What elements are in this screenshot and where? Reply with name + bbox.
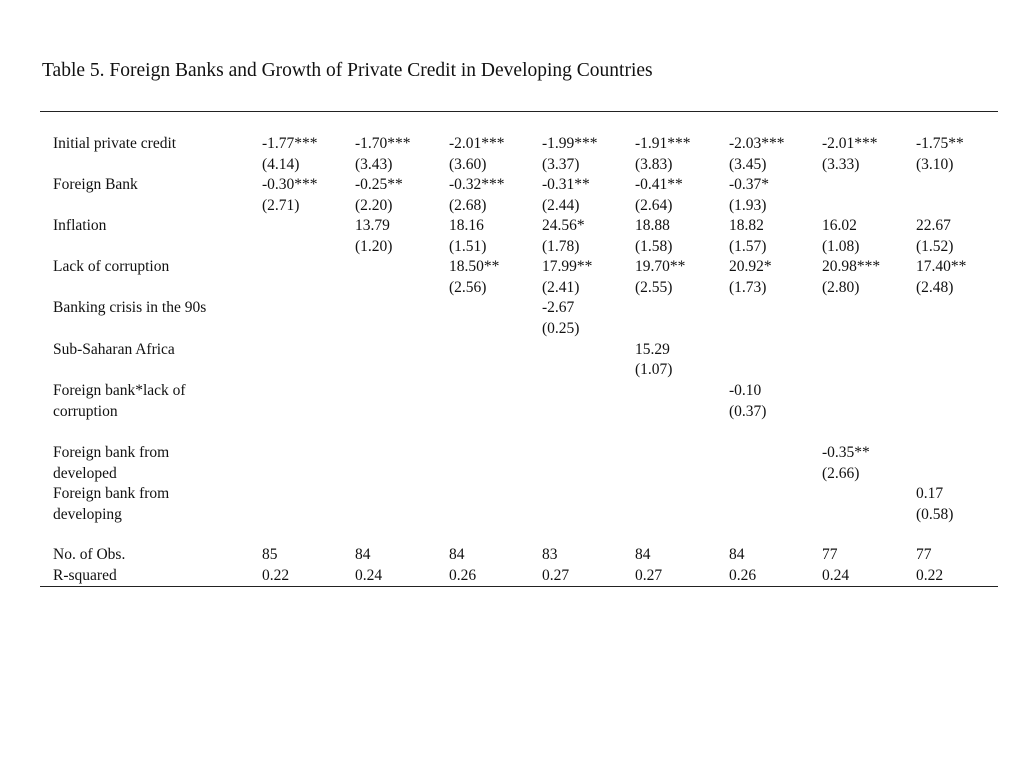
table-cell: 13.79 (355, 217, 390, 234)
table-cell: (2.71) (262, 197, 300, 214)
table-cell: (3.45) (729, 156, 767, 173)
table-cell: 17.99** (542, 258, 593, 275)
row-label: Banking crisis in the 90s (53, 299, 207, 316)
table-row (0, 319, 1024, 339)
table-cell: (3.83) (635, 156, 673, 173)
table-cell: 77 (916, 546, 932, 563)
table-cell: (3.37) (542, 156, 580, 173)
row-label: Foreign bank from (53, 444, 170, 461)
table-cell: 77 (822, 546, 838, 563)
row-label: No. of Obs. (53, 546, 126, 563)
table-cell: (0.37) (729, 403, 767, 420)
row-label: corruption (53, 403, 118, 420)
table-row (0, 566, 1024, 586)
table-row (0, 257, 1024, 277)
table-row (0, 464, 1024, 484)
table-cell: 17.40** (916, 258, 967, 275)
table-row (0, 402, 1024, 422)
table-cell: 0.24 (355, 567, 383, 584)
table-cell: (2.56) (449, 279, 487, 296)
table-cell: 83 (542, 546, 558, 563)
table-row (0, 340, 1024, 360)
table-cell: 84 (635, 546, 651, 563)
row-label: Sub-Saharan Africa (53, 341, 175, 358)
table-row (0, 278, 1024, 298)
table-cell: -0.32*** (449, 176, 505, 193)
table-cell: 0.22 (262, 567, 290, 584)
table-cell: (3.33) (822, 156, 860, 173)
table-cell: 0.27 (635, 567, 663, 584)
table-cell: 18.50** (449, 258, 500, 275)
table-cell: (1.78) (542, 238, 580, 255)
table-cell: 0.26 (729, 567, 757, 584)
table-cell: -2.01*** (822, 135, 878, 152)
table-cell: (1.52) (916, 238, 954, 255)
table-cell: (2.41) (542, 279, 580, 296)
table-cell: -1.75** (916, 135, 964, 152)
table-cell: (2.66) (822, 465, 860, 482)
table-cell: 0.27 (542, 567, 570, 584)
table-cell: 84 (729, 546, 745, 563)
table-row (0, 298, 1024, 318)
table-cell: 84 (449, 546, 465, 563)
table-cell: -2.03*** (729, 135, 785, 152)
table-row (0, 484, 1024, 504)
table-title: Table 5. Foreign Banks and Growth of Private Credit in Developing Countries (42, 60, 653, 81)
table-cell: (1.51) (449, 238, 487, 255)
table-cell: 18.82 (729, 217, 764, 234)
table-cell: 20.92* (729, 258, 772, 275)
table-cell: -0.37* (729, 176, 770, 193)
table-cell: (3.10) (916, 156, 954, 173)
table-cell: (2.44) (542, 197, 580, 214)
table-cell: 84 (355, 546, 371, 563)
table-cell: 16.02 (822, 217, 857, 234)
table-cell: 15.29 (635, 341, 670, 358)
table-cell: -1.70*** (355, 135, 411, 152)
table-cell: 20.98*** (822, 258, 881, 275)
table-cell: -0.10 (729, 382, 762, 399)
table-cell: 0.22 (916, 567, 944, 584)
table-cell: (1.07) (635, 361, 673, 378)
row-label: developed (53, 465, 117, 482)
table-cell: (2.20) (355, 197, 393, 214)
table-row (0, 505, 1024, 525)
table-cell: 24.56* (542, 217, 585, 234)
table-row (0, 443, 1024, 463)
table-row (0, 545, 1024, 565)
table-cell: 18.88 (635, 217, 670, 234)
bottom-rule (40, 586, 998, 587)
top-rule (40, 111, 998, 112)
table-cell: (4.14) (262, 156, 300, 173)
table-cell: 0.26 (449, 567, 477, 584)
row-label: Foreign bank*lack of (53, 382, 186, 399)
table-cell: (2.80) (822, 279, 860, 296)
table-cell: (1.73) (729, 279, 767, 296)
row-label: Foreign bank from (53, 485, 170, 502)
table-cell: (1.20) (355, 238, 393, 255)
table-row (0, 216, 1024, 236)
row-label: developing (53, 506, 122, 523)
table-cell: -1.77*** (262, 135, 318, 152)
row-label: Foreign Bank (53, 176, 138, 193)
table-row (0, 360, 1024, 380)
table-cell: -2.67 (542, 299, 575, 316)
row-label: R-squared (53, 567, 117, 584)
table-cell: -1.99*** (542, 135, 598, 152)
table-cell: -0.31** (542, 176, 590, 193)
table-cell: (3.43) (355, 156, 393, 173)
table-cell: -1.91*** (635, 135, 691, 152)
table-cell: (1.57) (729, 238, 767, 255)
table-cell: (2.55) (635, 279, 673, 296)
table-row (0, 155, 1024, 175)
table-cell: 22.67 (916, 217, 951, 234)
table-cell: 19.70** (635, 258, 686, 275)
table-cell: (3.60) (449, 156, 487, 173)
table-cell: 0.24 (822, 567, 850, 584)
table-cell: -0.35** (822, 444, 870, 461)
table-cell: (2.64) (635, 197, 673, 214)
table-cell: -2.01*** (449, 135, 505, 152)
table-cell: (1.08) (822, 238, 860, 255)
table-row (0, 134, 1024, 154)
table-cell: 18.16 (449, 217, 484, 234)
table-cell: (1.93) (729, 197, 767, 214)
table-row (0, 175, 1024, 195)
table-cell: 0.17 (916, 485, 944, 502)
table-cell: -0.25** (355, 176, 403, 193)
table-row (0, 196, 1024, 216)
table-row (0, 381, 1024, 401)
table-cell: (0.58) (916, 506, 954, 523)
table-cell: -0.30*** (262, 176, 318, 193)
row-label: Inflation (53, 217, 107, 234)
row-label: Initial private credit (53, 135, 177, 152)
table-row (0, 237, 1024, 257)
table-cell: (0.25) (542, 320, 580, 337)
table-cell: -0.41** (635, 176, 683, 193)
row-label: Lack of corruption (53, 258, 170, 275)
table-cell: (1.58) (635, 238, 673, 255)
table-cell: 85 (262, 546, 278, 563)
table-cell: (2.48) (916, 279, 954, 296)
table-cell: (2.68) (449, 197, 487, 214)
